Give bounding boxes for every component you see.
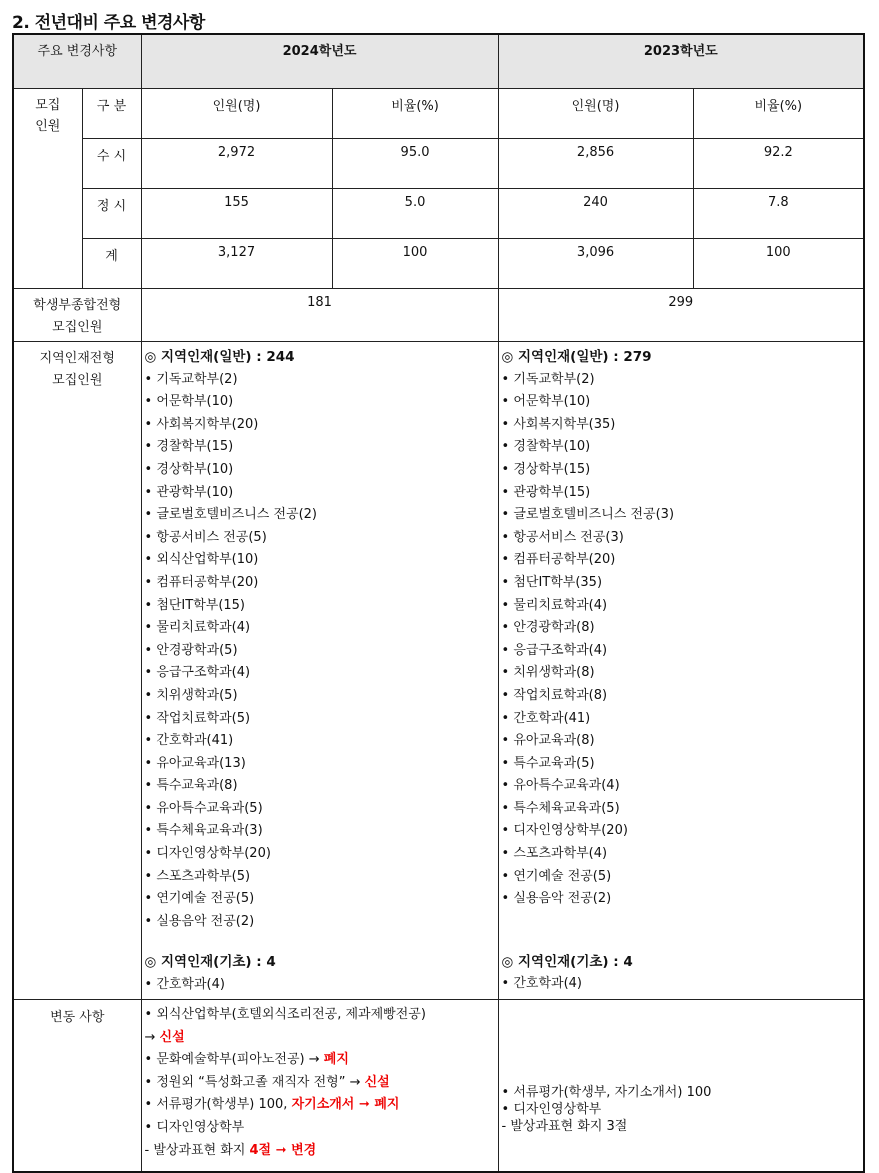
list-item: • 경찰학부(10) <box>501 439 591 455</box>
cell: 2,856 <box>498 139 693 189</box>
general-title: ◎ 지역인재(일반) : 279 <box>501 349 652 365</box>
list-item: • 유아특수교육과(5) <box>144 800 263 816</box>
section-title: 2. 전년대비 주요 변경사항 <box>12 13 205 33</box>
list-item: • 안경광학과(5) <box>144 642 238 658</box>
list-item: • 서류평가(학생부, 자기소개서) 100 <box>501 1085 712 1100</box>
list-item: • 첨단IT학부(15) <box>144 597 246 613</box>
change-text: • 문화예술학부(피아노전공) → <box>144 1052 324 1068</box>
list-item: • 특수교육과(5) <box>501 755 595 771</box>
changes-table <box>12 33 865 1173</box>
changes-2024 <box>141 1000 498 1172</box>
sub-header: 구 분 <box>82 89 141 139</box>
header-2023: 2023학년도 <box>498 34 864 89</box>
list-item: • 유아특수교육과(4) <box>501 778 620 794</box>
change-item <box>145 1072 498 1095</box>
list-item: • 응급구조학과(4) <box>144 665 251 681</box>
list-item: • 간호학과(41) <box>501 710 591 726</box>
basic-title: ◎ 지역인재(기초) : 4 <box>501 953 633 970</box>
cell: 95.0 <box>332 139 498 189</box>
list-item: • 간호학과(4) <box>501 976 582 992</box>
count-header-2024: 인원(명) <box>141 89 332 139</box>
list-item: • 스포츠과학부(4) <box>501 846 608 862</box>
list-item: - 발상과표현 화지 3절 <box>501 1119 628 1134</box>
row-label: 수 시 <box>82 139 141 189</box>
ratio-header-2024: 비율(%) <box>332 89 498 139</box>
change-item <box>145 1027 498 1050</box>
recruit-label: 모집 인원 <box>13 89 82 289</box>
regional-2023 <box>498 342 864 1000</box>
list-item: • 첨단IT학부(35) <box>501 574 603 590</box>
list-item: • 관광학부(10) <box>144 484 234 500</box>
cell: 3,096 <box>498 239 693 289</box>
table-row <box>13 239 864 289</box>
general-title: ◎ 지역인재(일반) : 244 <box>144 349 295 365</box>
header-2024: 2024학년도 <box>141 34 498 89</box>
change-item <box>145 1004 498 1027</box>
highlight-text: 신설 <box>159 1029 185 1045</box>
list-item: • 관광학부(15) <box>501 484 591 500</box>
highlight-text: 4절 ➞ 변경 <box>249 1142 317 1158</box>
list-item: • 항공서비스 전공(5) <box>144 529 267 545</box>
header-main-changes: 주요 변경사항 <box>13 34 141 89</box>
row-label: 계 <box>82 239 141 289</box>
list-item: • 치위생학과(5) <box>144 687 238 703</box>
list-item: • 유아교육과(8) <box>501 733 595 749</box>
change-item <box>145 1117 498 1140</box>
cell: 7.8 <box>693 189 864 239</box>
change-text: - 발상과표현 화지 <box>144 1142 250 1158</box>
list-item: • 글로벌호텔비즈니스 전공(2) <box>144 507 318 523</box>
list-item: • 물리치료학과(4) <box>501 597 608 613</box>
table-row <box>13 139 864 189</box>
change-item <box>145 1049 498 1072</box>
count-header-2023: 인원(명) <box>498 89 693 139</box>
list-item: • 어문학부(10) <box>144 394 234 410</box>
list-item: • 경상학부(10) <box>144 461 234 477</box>
list-item: • 간호학과(4) <box>144 977 225 993</box>
table-row <box>13 189 864 239</box>
cell: 2,972 <box>141 139 332 189</box>
change-text: • 정원외 “특성화고졸 재직자 전형” → <box>144 1074 365 1090</box>
cell: 240 <box>498 189 693 239</box>
ratio-header-2023: 비율(%) <box>693 89 864 139</box>
list-item: • 작업치료학과(8) <box>501 687 608 703</box>
change-text: • 외식산업학부(호텔외식조리전공, 제과제빵전공) <box>144 1007 426 1022</box>
row-label: 정 시 <box>82 189 141 239</box>
cell: 92.2 <box>693 139 864 189</box>
list-item: • 특수체육교육과(3) <box>144 823 263 839</box>
highlight-text: 폐지 <box>323 1052 349 1068</box>
list-item: • 안경광학과(8) <box>501 620 595 636</box>
cell: 100 <box>332 239 498 289</box>
list-item: • 디자인영상학부(20) <box>144 846 271 862</box>
list-item: • 컴퓨터공학부(20) <box>501 552 616 568</box>
cell: 100 <box>693 239 864 289</box>
list-item: • 작업치료학과(5) <box>144 710 251 726</box>
list-item: • 사회복지학부(20) <box>144 416 259 432</box>
highlight-text: 신설 <box>364 1074 390 1090</box>
change-text: → <box>144 1029 160 1045</box>
list-item: • 항공서비스 전공(3) <box>501 529 624 545</box>
regional-label: 지역인재전형 모집인원 <box>13 342 141 1000</box>
change-text: • 디자인영상학부 <box>144 1119 245 1135</box>
cell: 5.0 <box>332 189 498 239</box>
list-item: • 응급구조학과(4) <box>501 642 608 658</box>
list-item: • 디자인영상학부(20) <box>501 823 628 839</box>
change-text: • 서류평가(학생부) 100, <box>144 1097 292 1113</box>
list-item: • 특수교육과(8) <box>144 778 238 794</box>
list-item: • 실용음악 전공(2) <box>501 891 612 907</box>
list-item: • 치위생학과(8) <box>501 665 595 681</box>
list-item: • 경찰학부(15) <box>144 439 234 455</box>
list-item: • 컴퓨터공학부(20) <box>144 574 259 590</box>
changes-label: 변동 사항 <box>13 1000 141 1172</box>
list-item: • 유아교육과(13) <box>144 755 246 771</box>
list-item: • 간호학과(41) <box>144 733 234 749</box>
list-item: • 연기예술 전공(5) <box>144 891 255 907</box>
comprehensive-2023: 299 <box>498 289 864 342</box>
comprehensive-label: 학생부종합전형 모집인원 <box>13 289 141 342</box>
list-item: • 특수체육교육과(5) <box>501 800 620 816</box>
highlight-text: 자기소개서 ➞ 폐지 <box>291 1097 400 1113</box>
change-item <box>145 1094 498 1117</box>
list-item: • 경상학부(15) <box>501 461 591 477</box>
list-item: • 외식산업학부(10) <box>144 552 259 568</box>
comprehensive-2024: 181 <box>141 289 498 342</box>
list-item: • 디자인영상학부 <box>501 1102 602 1117</box>
list-item: • 스포츠과학부(5) <box>144 868 251 884</box>
list-item: • 어문학부(10) <box>501 394 591 410</box>
regional-2024 <box>141 342 498 1000</box>
cell: 3,127 <box>141 239 332 289</box>
basic-title: ◎ 지역인재(기초) : 4 <box>144 954 276 971</box>
list-item: • 글로벌호텔비즈니스 전공(3) <box>501 507 675 523</box>
list-item: • 기독교학부(2) <box>144 371 238 387</box>
list-item: • 연기예술 전공(5) <box>501 868 612 884</box>
list-item: • 사회복지학부(35) <box>501 416 616 432</box>
changes-2023 <box>498 1000 864 1172</box>
list-item: • 실용음악 전공(2) <box>144 913 255 929</box>
list-item: • 기독교학부(2) <box>501 371 595 387</box>
cell: 155 <box>141 189 332 239</box>
list-item: • 물리치료학과(4) <box>144 620 251 636</box>
change-item <box>145 1140 498 1163</box>
